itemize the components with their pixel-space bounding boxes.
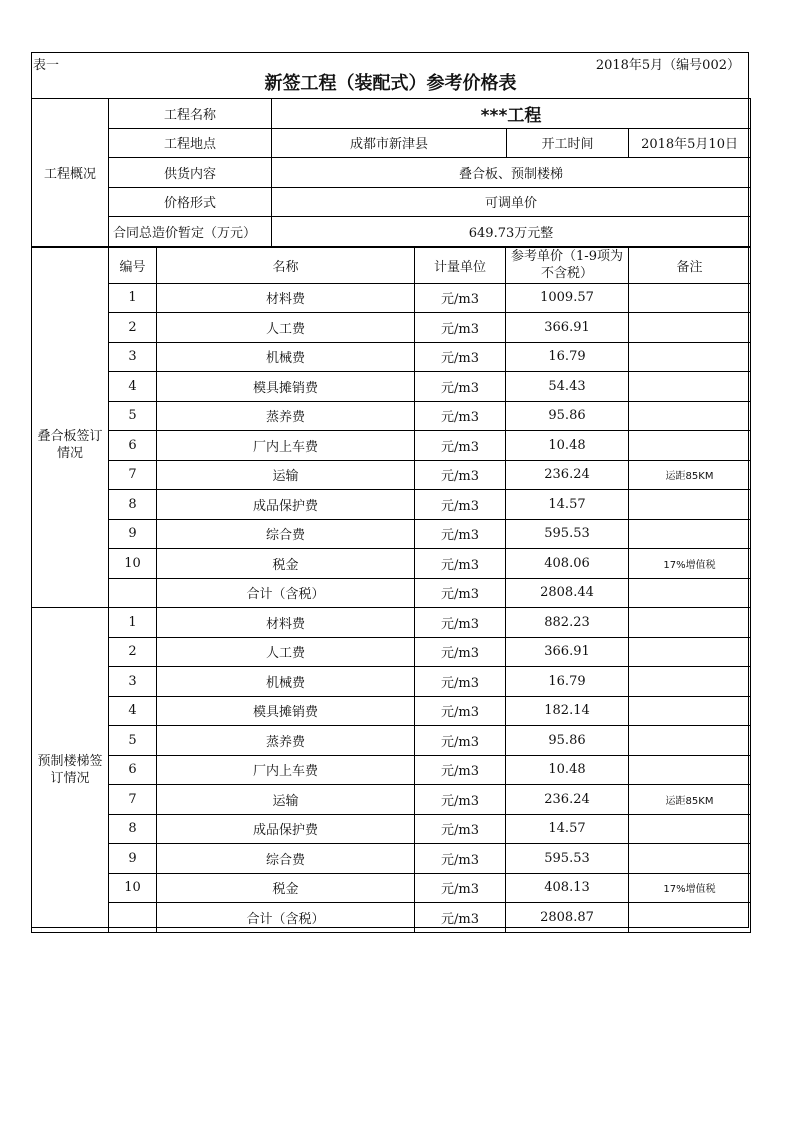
row-item-name: 综合费 <box>157 519 415 549</box>
row-unit: 元/m3 <box>415 696 506 726</box>
row-item-name: 运输 <box>157 460 415 490</box>
row-item-name: 机械费 <box>157 667 415 697</box>
row-no: 3 <box>109 342 157 372</box>
stacked-slab-total-row <box>32 578 751 608</box>
stacked-slab-section-label: 叠合板签订情况 <box>32 283 109 608</box>
row-price: 595.53 <box>506 844 629 874</box>
row-no: 8 <box>109 814 157 844</box>
row-no: 6 <box>109 431 157 461</box>
row-unit: 元/m3 <box>415 372 506 402</box>
row-remark <box>629 342 751 372</box>
row-price: 595.53 <box>506 519 629 549</box>
table-row <box>32 608 751 638</box>
price-sheet <box>31 52 750 933</box>
table-row <box>32 431 751 461</box>
price-form-label: 价格形式 <box>109 187 272 217</box>
row-no: 9 <box>109 519 157 549</box>
row-item-name: 模具摊销费 <box>157 372 415 402</box>
row-remark <box>629 431 751 461</box>
table-row <box>32 372 751 402</box>
row-no: 10 <box>109 549 157 579</box>
row-item-name: 材料费 <box>157 283 415 313</box>
sheet-header-line <box>31 52 750 72</box>
row-price: 54.43 <box>506 372 629 402</box>
row-unit: 元/m3 <box>415 313 506 343</box>
table-row <box>32 755 751 785</box>
row-no: 3 <box>109 667 157 697</box>
total-price: 2808.87 <box>506 903 629 933</box>
table-row <box>32 342 751 372</box>
row-remark <box>629 401 751 431</box>
row-no: 8 <box>109 490 157 520</box>
row-unit: 元/m3 <box>415 755 506 785</box>
total-remark-blank <box>629 903 751 933</box>
row-price: 10.48 <box>506 431 629 461</box>
row-no: 10 <box>109 873 157 903</box>
row-no: 2 <box>109 313 157 343</box>
table-row <box>32 667 751 697</box>
table-row <box>32 313 751 343</box>
row-unit: 元/m3 <box>415 549 506 579</box>
total-unit: 元/m3 <box>415 578 506 608</box>
supply-label: 供货内容 <box>109 158 272 188</box>
row-item-name: 机械费 <box>157 342 415 372</box>
column-header-remark: 备注 <box>629 247 751 283</box>
table-row <box>32 726 751 756</box>
row-no: 7 <box>109 785 157 815</box>
row-item-name: 成品保护费 <box>157 490 415 520</box>
total-unit: 元/m3 <box>415 903 506 933</box>
row-remark: 运距85KM <box>629 460 751 490</box>
row-item-name: 人工费 <box>157 313 415 343</box>
overview-section-label: 工程概况 <box>32 99 109 247</box>
row-remark <box>629 755 751 785</box>
row-item-name: 税金 <box>157 549 415 579</box>
row-unit: 元/m3 <box>415 431 506 461</box>
row-unit: 元/m3 <box>415 460 506 490</box>
column-header-no: 编号 <box>109 247 157 283</box>
total-remark-blank <box>629 578 751 608</box>
column-header-unit: 计量单位 <box>415 247 506 283</box>
row-unit: 元/m3 <box>415 637 506 667</box>
total-no-blank <box>109 903 157 933</box>
row-no: 5 <box>109 401 157 431</box>
price-detail-table <box>31 247 751 933</box>
row-no: 4 <box>109 696 157 726</box>
row-no: 1 <box>109 283 157 313</box>
table-row <box>32 283 751 313</box>
total-price: 2808.44 <box>506 578 629 608</box>
row-remark: 运距85KM <box>629 785 751 815</box>
table-row <box>32 873 751 903</box>
row-price: 1009.57 <box>506 283 629 313</box>
price-form-value: 可调单价 <box>272 187 751 217</box>
row-remark <box>629 814 751 844</box>
row-remark: 17%增值税 <box>629 873 751 903</box>
row-price: 10.48 <box>506 755 629 785</box>
row-unit: 元/m3 <box>415 283 506 313</box>
row-price: 14.57 <box>506 490 629 520</box>
row-price: 16.79 <box>506 667 629 697</box>
row-remark <box>629 637 751 667</box>
row-unit: 元/m3 <box>415 873 506 903</box>
table-row <box>32 460 751 490</box>
project-name-label: 工程名称 <box>109 99 272 129</box>
row-item-name: 人工费 <box>157 637 415 667</box>
row-item-name: 厂内上车费 <box>157 431 415 461</box>
precast-stair-section-label: 预制楼梯签订情况 <box>32 608 109 933</box>
row-remark: 17%增值税 <box>629 549 751 579</box>
row-price: 16.79 <box>506 342 629 372</box>
row-item-name: 成品保护费 <box>157 814 415 844</box>
supply-value: 叠合板、预制楼梯 <box>272 158 751 188</box>
row-item-name: 厂内上车费 <box>157 755 415 785</box>
row-unit: 元/m3 <box>415 726 506 756</box>
row-price: 95.86 <box>506 726 629 756</box>
table-row <box>32 844 751 874</box>
row-price: 408.06 <box>506 549 629 579</box>
column-header-price: 参考单价（1-9项为不含税） <box>506 247 629 283</box>
row-unit: 元/m3 <box>415 844 506 874</box>
start-date-label: 开工时间 <box>507 128 629 158</box>
table-number: 表一 <box>33 58 60 73</box>
row-no: 9 <box>109 844 157 874</box>
date-code: 2018年5月（编号002） <box>595 58 740 73</box>
row-unit: 元/m3 <box>415 490 506 520</box>
total-label: 合计（含税） <box>157 903 415 933</box>
row-item-name: 蒸养费 <box>157 401 415 431</box>
row-remark <box>629 726 751 756</box>
row-no: 4 <box>109 372 157 402</box>
row-item-name: 蒸养费 <box>157 726 415 756</box>
column-header-name: 名称 <box>157 247 415 283</box>
table-row <box>32 401 751 431</box>
table-row <box>32 814 751 844</box>
row-unit: 元/m3 <box>415 785 506 815</box>
row-remark <box>629 667 751 697</box>
total-no-blank <box>109 578 157 608</box>
row-remark <box>629 313 751 343</box>
row-no: 7 <box>109 460 157 490</box>
row-no: 6 <box>109 755 157 785</box>
table-row <box>32 785 751 815</box>
row-unit: 元/m3 <box>415 608 506 638</box>
row-remark <box>629 696 751 726</box>
row-remark <box>629 519 751 549</box>
row-unit: 元/m3 <box>415 814 506 844</box>
row-price: 236.24 <box>506 460 629 490</box>
row-price: 882.23 <box>506 608 629 638</box>
row-item-name: 综合费 <box>157 844 415 874</box>
precast-stair-total-row <box>32 903 751 933</box>
row-price: 408.13 <box>506 873 629 903</box>
contract-total-label: 合同总造价暂定（万元） <box>109 217 272 247</box>
row-item-name: 税金 <box>157 873 415 903</box>
row-remark <box>629 372 751 402</box>
row-item-name: 材料费 <box>157 608 415 638</box>
row-unit: 元/m3 <box>415 401 506 431</box>
row-no: 2 <box>109 637 157 667</box>
row-remark <box>629 490 751 520</box>
location-label: 工程地点 <box>109 128 272 158</box>
row-remark <box>629 608 751 638</box>
table-row <box>32 519 751 549</box>
row-no: 5 <box>109 726 157 756</box>
row-item-name: 运输 <box>157 785 415 815</box>
project-name-value: ***工程 <box>272 99 751 129</box>
row-unit: 元/m3 <box>415 342 506 372</box>
sheet-title: 新签工程（装配式）参考价格表 <box>264 73 517 94</box>
row-unit: 元/m3 <box>415 519 506 549</box>
row-remark <box>629 283 751 313</box>
row-price: 236.24 <box>506 785 629 815</box>
table-row <box>32 490 751 520</box>
row-remark <box>629 844 751 874</box>
start-date-value: 2018年5月10日 <box>629 128 751 158</box>
row-price: 366.91 <box>506 313 629 343</box>
column-header-blank <box>32 247 109 283</box>
table-row <box>32 637 751 667</box>
row-price: 14.57 <box>506 814 629 844</box>
row-price: 182.14 <box>506 696 629 726</box>
total-label: 合计（含税） <box>157 578 415 608</box>
row-unit: 元/m3 <box>415 667 506 697</box>
table-row <box>32 696 751 726</box>
row-no: 1 <box>109 608 157 638</box>
location-value: 成都市新津县 <box>272 128 507 158</box>
contract-total-value: 649.73万元整 <box>272 217 751 247</box>
overview-table <box>31 98 751 247</box>
row-price: 95.86 <box>506 401 629 431</box>
table-row <box>32 549 751 579</box>
row-price: 366.91 <box>506 637 629 667</box>
row-item-name: 模具摊销费 <box>157 696 415 726</box>
